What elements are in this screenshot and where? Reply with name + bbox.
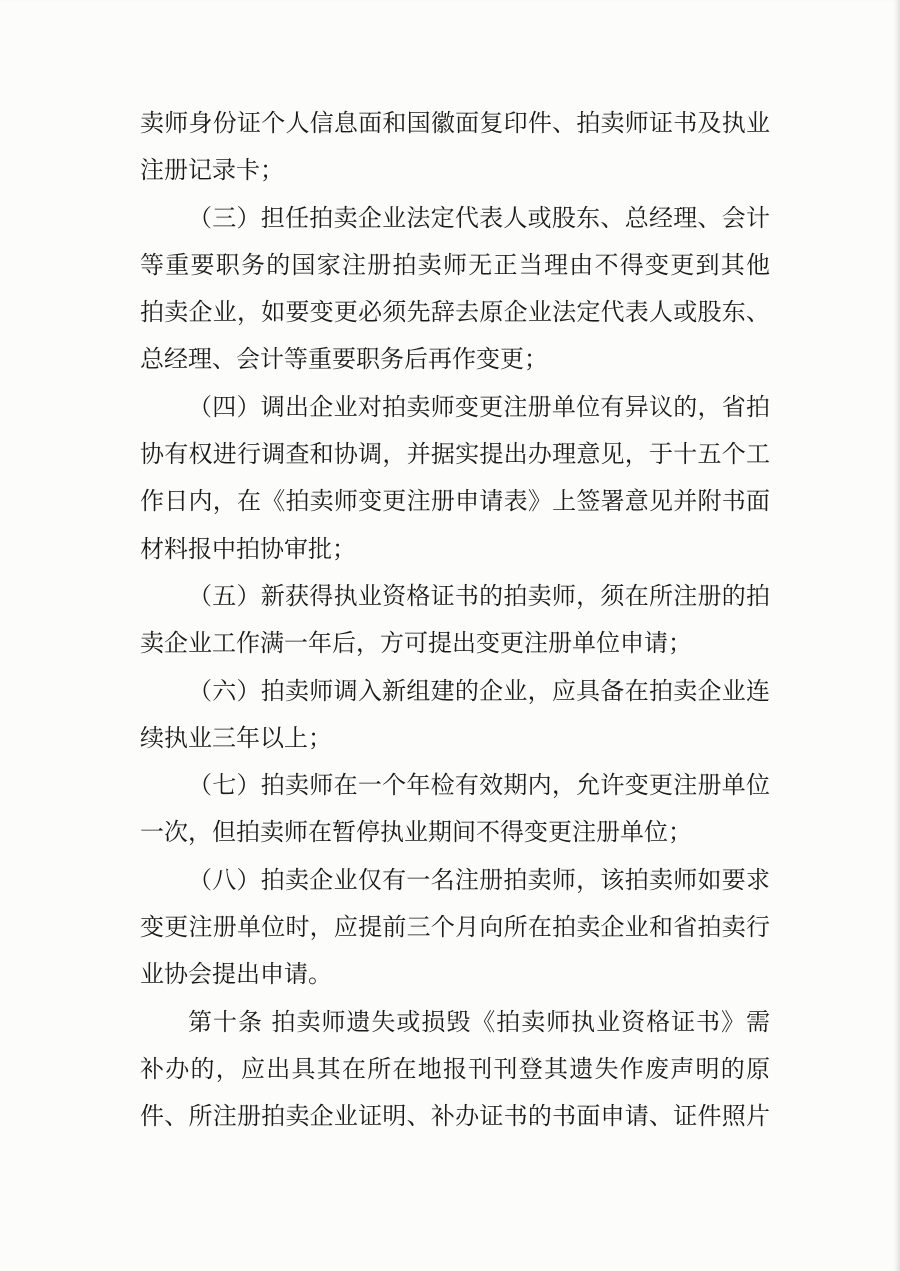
text-line: 总经理、会计等重要职务后再作变更； <box>140 345 548 374</box>
text-line: （五）新获得执业资格证书的拍卖师，须在所注册的拍 <box>188 581 770 610</box>
text-line: （三）担任拍卖企业法定代表人或股东、总经理、会计 <box>188 203 770 232</box>
text-line: 第十条 拍卖师遗失或损毁《拍卖师执业资格证书》需 <box>188 1007 770 1036</box>
text-line: 续执业三年以上； <box>140 723 332 752</box>
text-line: 注册记录卡； <box>140 156 284 185</box>
document-body <box>140 100 770 1141</box>
text-line: 作日内，在《拍卖师变更注册申请表》上签署意见并附书面 <box>140 487 770 516</box>
text-line: （四）调出企业对拍卖师变更注册单位有异议的，省拍 <box>188 392 770 421</box>
text-line: 业协会提出申请。 <box>140 960 332 989</box>
text-line: 卖师身份证个人信息面和国徽面复印件、拍卖师证书及执业 <box>140 109 770 137</box>
text-line: （六）拍卖师调入新组建的企业，应具备在拍卖企业连 <box>188 676 770 705</box>
text-line: 卖企业工作满一年后，方可提出变更注册单位申请； <box>140 629 692 658</box>
text-line: 等重要职务的国家注册拍卖师无正当理由不得变更到其他 <box>140 250 770 279</box>
text-line: （七）拍卖师在一个年检有效期内，允许变更注册单位 <box>188 771 770 800</box>
text-line: 一次，但拍卖师在暂停执业期间不得变更注册单位； <box>140 818 692 847</box>
text-line: 变更注册单位时，应提前三个月向所在拍卖企业和省拍卖行 <box>140 913 770 942</box>
text-line: 补办的，应出具其在所在地报刊刊登其遗失作废声明的原 <box>140 1054 770 1083</box>
text-line: 拍卖企业，如要变更必须先辞去原企业法定代表人或股东、 <box>140 298 770 327</box>
text-line: 协有权进行调查和协调，并据实提出办理意见，于十五个工 <box>140 440 770 469</box>
text-line: （八）拍卖企业仅有一名注册拍卖师，该拍卖师如要求 <box>188 865 770 894</box>
text-line: 材料报中拍协审批； <box>140 534 356 563</box>
text-line: 件、所注册拍卖企业证明、补办证书的书面申请、证件照片 <box>140 1102 770 1131</box>
